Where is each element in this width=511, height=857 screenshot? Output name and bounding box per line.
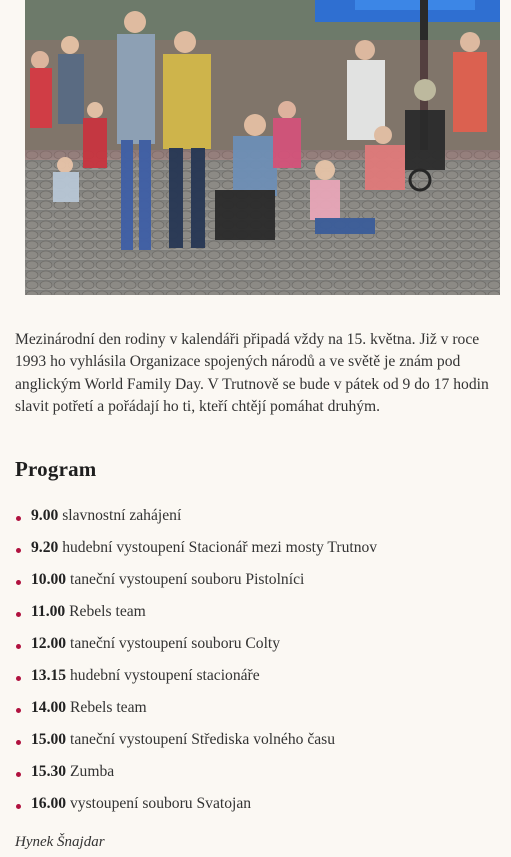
bullet-icon: [16, 740, 21, 745]
program-time: 9.20: [31, 539, 59, 556]
program-text: taneční vystoupení Střediska volného času: [70, 731, 336, 748]
program-time: 16.00: [31, 795, 67, 812]
author-signature: Hynek Šnajdar: [15, 834, 105, 850]
program-text: hudební vystoupení Stacionář mezi mosty Trutnov: [62, 539, 378, 556]
bullet-icon: [16, 708, 21, 713]
article-photo: [25, 0, 500, 295]
program-text: Rebels team: [69, 603, 146, 620]
program-text: Zumba: [70, 763, 115, 780]
bullet-icon: [16, 644, 21, 649]
program-text: vystoupení souboru Svatojan: [70, 795, 252, 812]
program-item: [15, 760, 495, 792]
bullet-icon: [16, 772, 21, 777]
program-time: 12.00: [31, 635, 67, 652]
program-text: taneční vystoupení souboru Colty: [70, 635, 281, 652]
program-item: [15, 600, 495, 632]
program-time: 11.00: [31, 603, 66, 620]
program-time: 10.00: [31, 571, 67, 588]
intro-paragraph: Mezinárodní den rodiny v kalendáři připadá vždy na 15. května. Již v roce 1993 ho vyhlásila Organizace spojených národů a ve světě je znám pod anglickým World Family Day. V Trutnově se bude v pátek od 9 do 17 hodin slavit potřetí a pořádají ho ti, kteří chtějí pomáhat druhým.: [15, 331, 489, 416]
program-text: taneční vystoupení souboru Pistolníci: [70, 571, 305, 588]
program-time: 15.00: [31, 731, 67, 748]
program-time: 13.15: [31, 667, 67, 684]
bullet-icon: [16, 580, 21, 585]
program-time: 15.30: [31, 763, 67, 780]
program-time: 9.00: [31, 507, 59, 524]
program-item: [15, 632, 495, 664]
program-list: [15, 504, 495, 824]
program-text: hudební vystoupení stacionáře: [70, 667, 260, 684]
program-item: [15, 696, 495, 728]
program-text: slavnostní zahájení: [62, 507, 182, 524]
program-heading: Program: [15, 457, 97, 481]
program-time: 14.00: [31, 699, 67, 716]
program-item: [15, 536, 495, 568]
program-text: Rebels team: [70, 699, 147, 716]
bullet-icon: [16, 804, 21, 809]
bullet-icon: [16, 516, 21, 521]
bullet-icon: [16, 612, 21, 617]
program-item: [15, 504, 495, 536]
bullet-icon: [16, 676, 21, 681]
program-item: [15, 728, 495, 760]
program-item: [15, 792, 495, 824]
program-item: [15, 664, 495, 696]
program-item: [15, 568, 495, 600]
bullet-icon: [16, 548, 21, 553]
